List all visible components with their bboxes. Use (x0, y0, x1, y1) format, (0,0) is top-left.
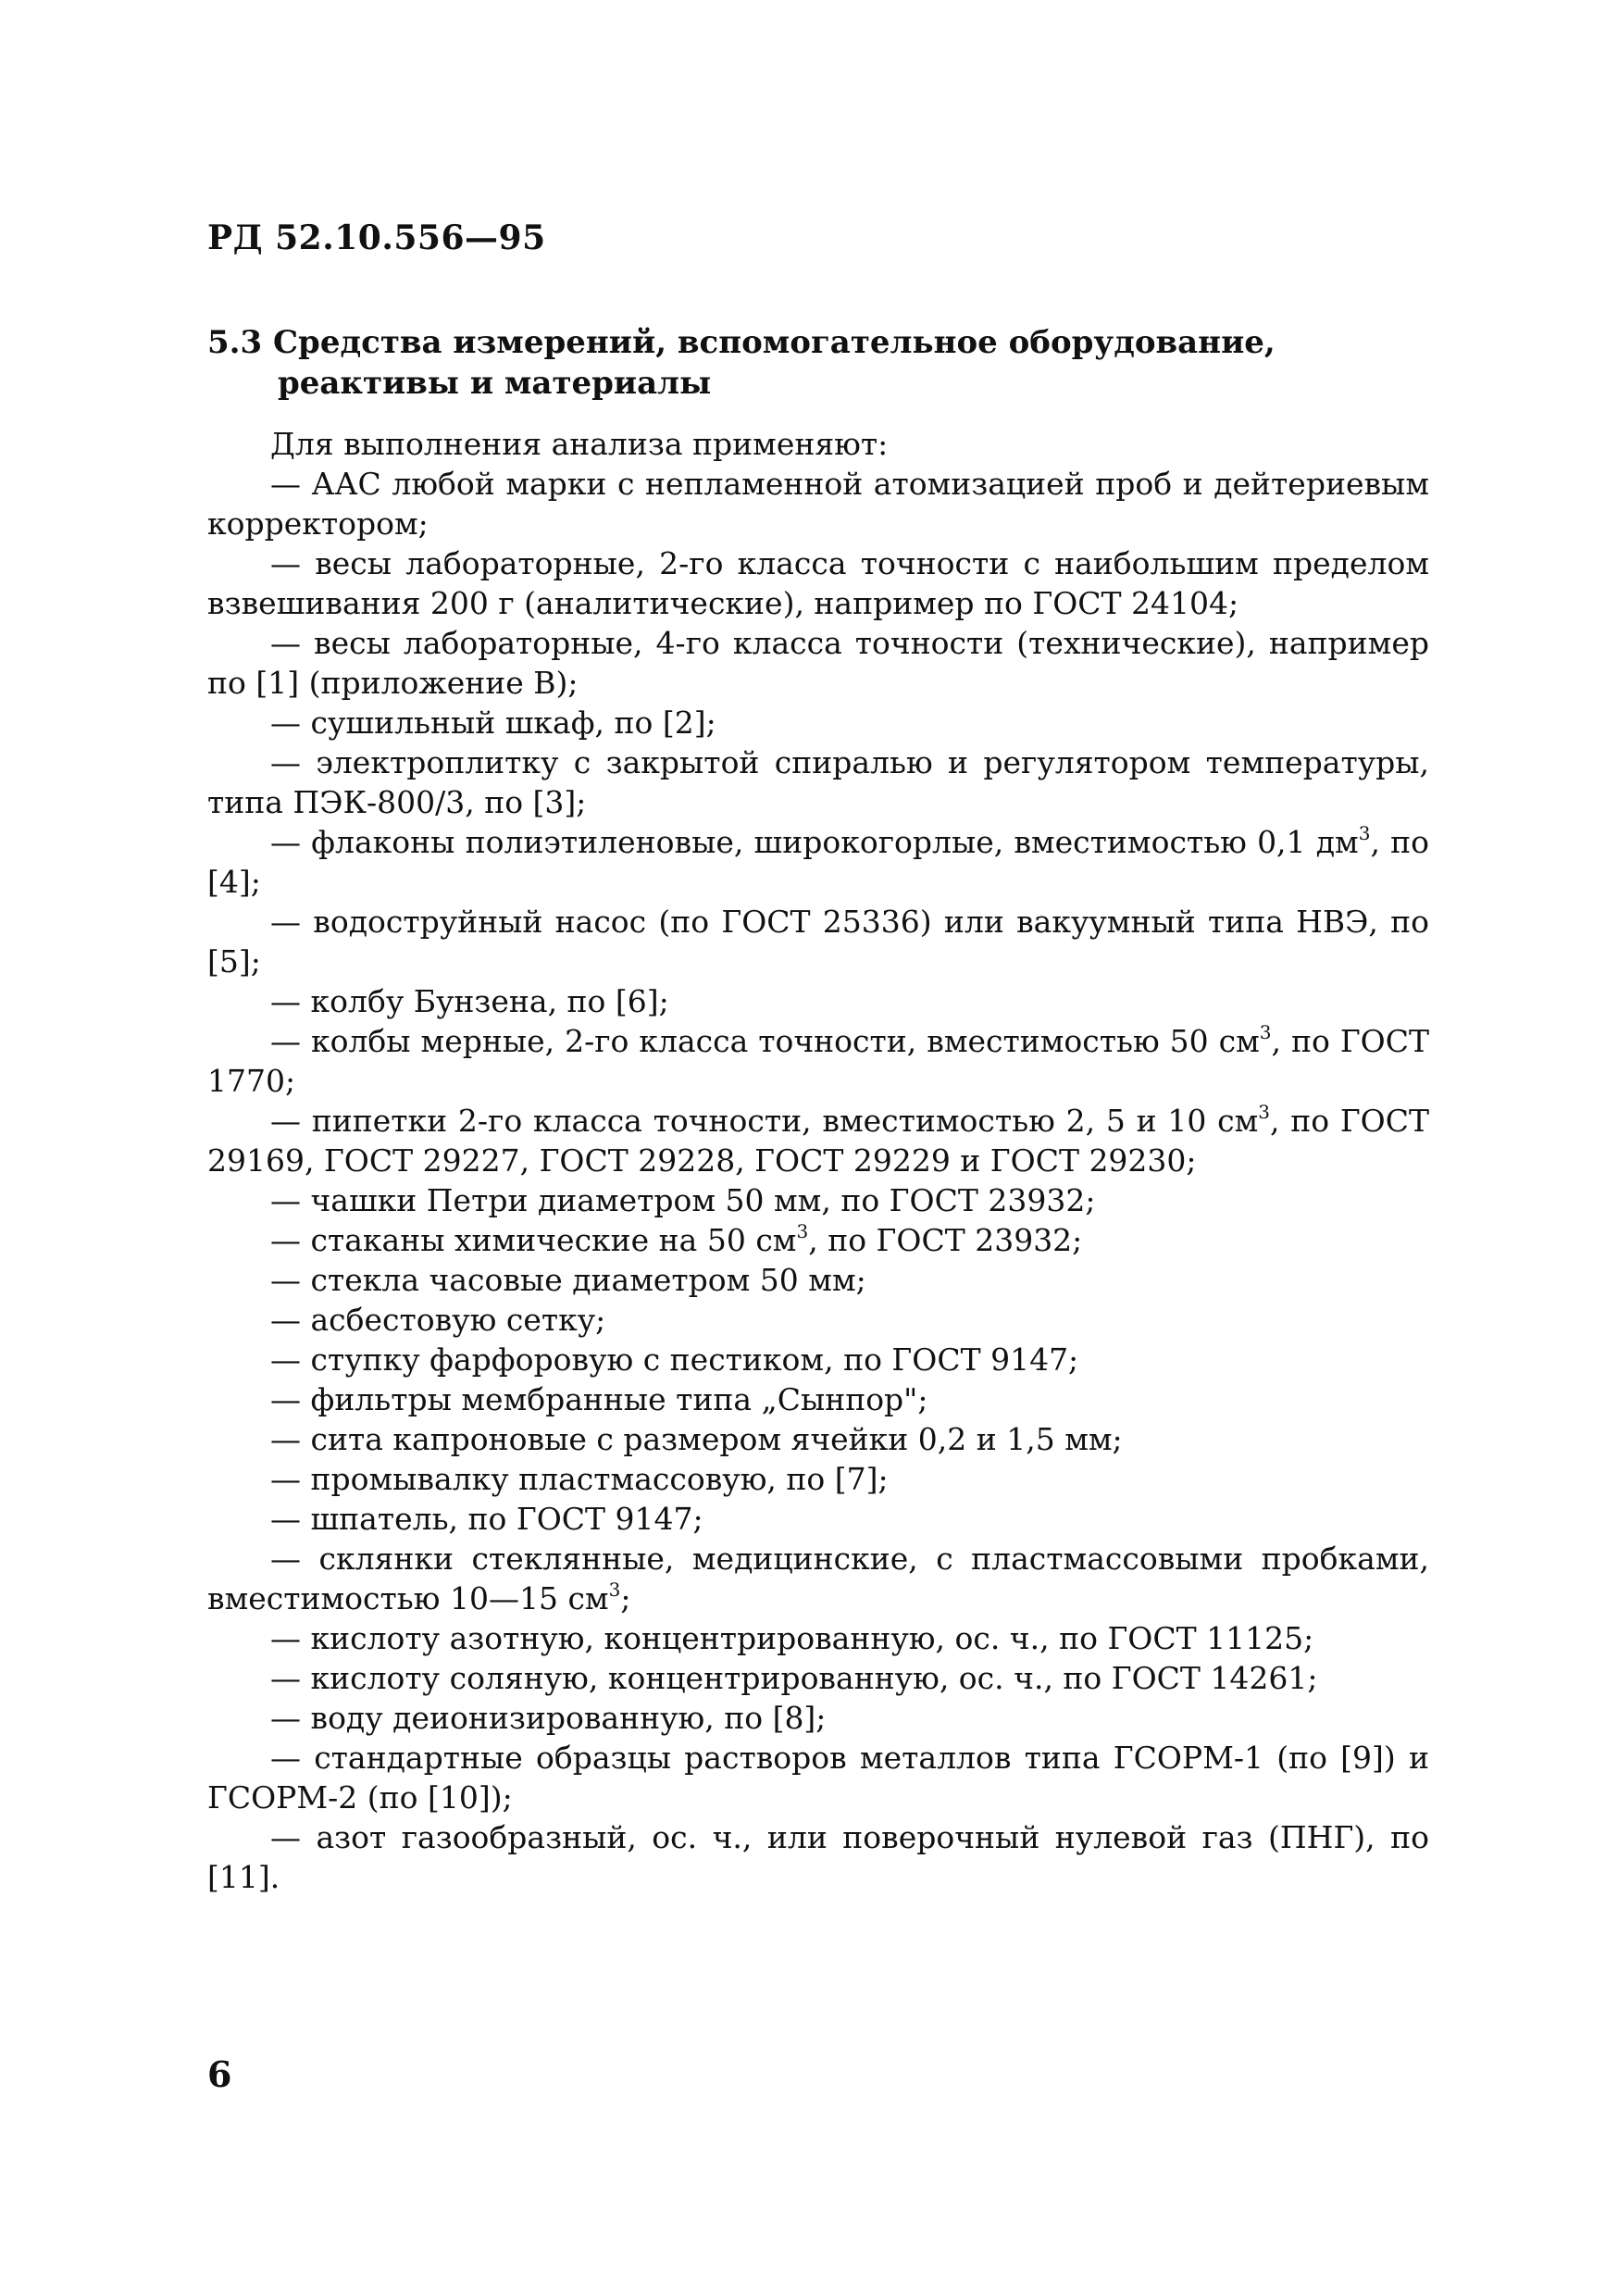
page-number: 6 (207, 2053, 232, 2095)
list-item-text: ; (620, 1580, 631, 1616)
list-item-text: — пипетки 2-го класса точности, вместимостью 2, 5 и 10 см (270, 1103, 1259, 1139)
list-item-text: , по ГОСТ 23932; (808, 1222, 1083, 1258)
list-item: — электроплитку с закрытой спиралью и регулятором температуры, типа ПЭК-800/3, по [3]; (207, 744, 1429, 820)
superscript-exponent: 3 (608, 1578, 621, 1601)
list-item: — воду деионизированную, по [8]; (270, 1700, 827, 1736)
list-item-text: , по ГОСТ 1770; (207, 1023, 1429, 1099)
list-item: — стекла часовые диаметром 50 мм; (270, 1262, 866, 1298)
list-item: — весы лабораторные, 2-го класса точности с наибольшим пределом взвешивания 200 г (аналитические), например по ГОСТ 24104; (207, 545, 1429, 621)
list-item: — водоструйный насос (по ГОСТ 25336) или вакуумный типа НВЭ, по [5]; (207, 904, 1429, 980)
equipment-list (207, 424, 1429, 1897)
list-item: — сушильный шкаф, по [2]; (270, 705, 716, 741)
list-item-text: — флаконы полиэтиленовые, широкогорлые, вместимостью 0,1 дм (270, 824, 1359, 860)
list-item: — кислоту соляную, концентрированную, ос. ч., по ГОСТ 14261; (270, 1660, 1318, 1696)
list-item: — промывалку пластмассовую, по [7]; (270, 1461, 889, 1497)
list-item: — фильтры мембранные типа „Сынпор"; (270, 1381, 928, 1417)
superscript-exponent: 3 (1258, 1101, 1270, 1123)
section-heading (207, 322, 1429, 404)
list-item-text: — колбы мерные, 2-го класса точности, вместимостью 50 см (270, 1023, 1260, 1059)
intro-paragraph: Для выполнения анализа применяют: (270, 426, 889, 462)
list-item (207, 1021, 1429, 1101)
section-title-line1: Средства измерений, вспомогательное оборудование, (273, 324, 1276, 361)
list-item: — колбу Бунзена, по [6]; (270, 983, 669, 1019)
list-item-text: — стаканы химические на 50 см (270, 1222, 797, 1258)
list-item-text: , по ГОСТ 29169, ГОСТ 29227, ГОСТ 29228, ГОСТ 29229 и ГОСТ 29230; (207, 1103, 1429, 1179)
list-item: — сита капроновые с размером ячейки 0,2 и 1,5 мм; (270, 1421, 1123, 1457)
list-item: — ступку фарфоровую с пестиком, по ГОСТ 9147; (270, 1341, 1079, 1378)
list-item (207, 1101, 1429, 1180)
list-item: — азот газообразный, ос. ч., или поверочный нулевой газ (ПНГ), по [11]. (207, 1819, 1429, 1895)
list-item (207, 822, 1429, 902)
list-item-text: , по [4]; (207, 824, 1429, 900)
list-item: — кислоту азотную, концентрированную, ос. ч., по ГОСТ 11125; (270, 1620, 1314, 1656)
section-title-line2: реактивы и материалы (278, 365, 712, 402)
list-item: — чашки Петри диаметром 50 мм, по ГОСТ 23932; (270, 1182, 1096, 1218)
list-item (207, 1539, 1429, 1618)
superscript-exponent: 3 (1358, 822, 1371, 844)
list-item: — весы лабораторные, 4-го класса точности (технические), например по [1] (приложение В); (207, 625, 1429, 701)
list-item: — ААС любой марки с непламенной атомизацией проб и дейтериевым корректором; (207, 466, 1429, 542)
list-item (207, 1220, 1429, 1260)
list-item: — стандартные образцы растворов металлов типа ГСОРМ-1 (по [9]) и ГСОРМ-2 (по [10]); (207, 1740, 1429, 1816)
document-code: РД 52.10.556—95 (207, 218, 546, 257)
section-number: 5.3 (207, 324, 263, 361)
superscript-exponent: 3 (1259, 1021, 1272, 1043)
list-item: — асбестовую сетку; (270, 1302, 606, 1338)
list-item: — шпатель, по ГОСТ 9147; (270, 1501, 703, 1537)
superscript-exponent: 3 (796, 1220, 809, 1242)
list-item-text: — склянки стеклянные, медицинские, с пластмассовыми пробками, вместимостью 10—15 см (207, 1541, 1429, 1616)
